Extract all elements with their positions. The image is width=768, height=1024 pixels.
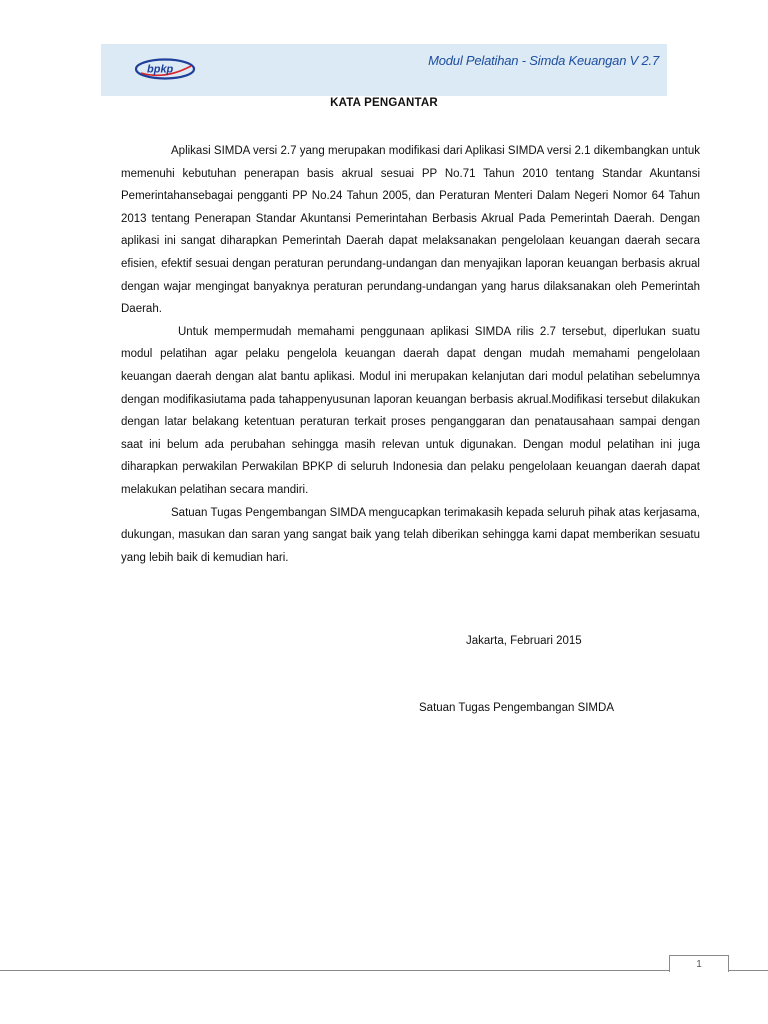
paragraph: Untuk mempermudah memahami penggunaan aplikasi SIMDA rilis 2.7 tersebut, diperlukan suatu modul pelatihan agar pelaku pengelola keuangan daerah dapat dengan mudah memahami pengelolaan keuangan daerah dengan alat bantu aplikasi. Modul ini merupakan kelanjutan dari modul pelatihan sebelumnya dengan modifikasiutama pada tahappenyusunan laporan keuangan berbasis akrual.Modifikasi tersebut dilakukan dengan latar belakang ketentuan peraturan terkait proses penganggaran dan penatausahaan sampai dengan saat ini belum ada perubahan sehingga masih relevan untuk digunakan. Dengan modul pelatihan ini juga diharapkan perwakilan Perwakilan BPKP di seluruh Indonesia dan pelaku pengelolaan keuangan daerah dapat melakukan pelatihan secara mandiri. <box>121 325 700 496</box>
place-date: Jakarta, Februari 2015 <box>466 635 582 647</box>
paragraph: Aplikasi SIMDA versi 2.7 yang merupakan modifikasi dari Aplikasi SIMDA versi 2.1 dikembangkan untuk memenuhi kebutuhan penerapan basis akrual sesuai PP No.71 Tahun 2010 tentang Standar Akuntansi Pemerintahansebagai pengganti PP No.24 Tahun 2005, dan Peraturan Menteri Dalam Negeri Nomor 64 Tahun 2013 tentang Penerapan Standar Akuntansi Pemerintahan Berbasis Akrual Pada Pemerintah Daerah. Dengan aplikasi ini sangat diharapkan Pemerintah Daerah dapat melaksanakan pengelolaan keuangan daerah secara efisien, efektif sesuai dengan peraturan perundang-undangan dan menyajikan laporan keuangan berbasis akrual dengan wajar mengingat banyaknya peraturan perundang-undangan yang harus dilaksanakan oleh Pemerintah Daerah. <box>121 145 700 316</box>
signatory: Satuan Tugas Pengembangan SIMDA <box>419 702 614 714</box>
paragraph: Satuan Tugas Pengembangan SIMDA mengucapkan terimakasih kepada seluruh pihak atas kerjasama, dukungan, masukan dan saran yang sangat baik yang telah diberikan sehingga kami dapat memberikan sesuatu yang lebih baik di kemudian hari. <box>121 506 700 564</box>
bpkp-logo <box>135 58 197 80</box>
document-body <box>121 140 700 569</box>
header-title: Modul Pelatihan - Simda Keuangan V 2.7 <box>428 53 659 68</box>
logo-text: bpkp <box>147 63 174 76</box>
page-number: 1 <box>669 955 729 972</box>
footer-divider <box>0 970 768 971</box>
document-title: KATA PENGANTAR <box>330 97 438 109</box>
page-header <box>101 44 667 96</box>
